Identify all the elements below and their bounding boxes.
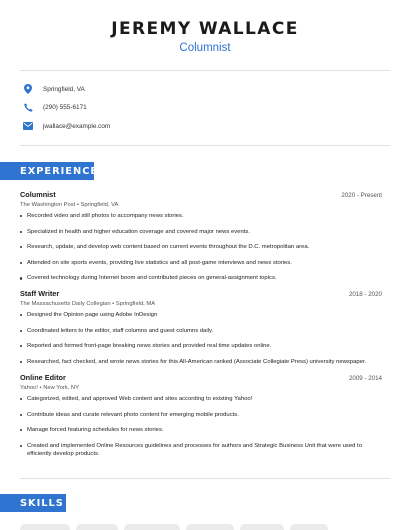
section-skills-header: [0, 494, 66, 512]
contact-list: [22, 80, 110, 136]
job-title: Columnist: [20, 190, 56, 199]
job-entry: [20, 373, 382, 466]
job-bullet: Created and implemented Online Resources guidelines and processes for authors and Strategic Business Unit that were used to efficiently develop products.: [20, 442, 382, 458]
job-bullet: Attended on site sports events, providing live statistics and all post-game interviews and news stories.: [20, 259, 382, 267]
map-pin-icon: [22, 83, 34, 95]
contact-email-text[interactable]: jwallace@example.com: [43, 122, 111, 130]
skill-pill: [290, 524, 328, 530]
contact-phone: [22, 99, 110, 117]
phone-icon: [22, 102, 34, 114]
contact-divider: [20, 145, 390, 146]
contact-location-text: Springfield, VA: [43, 85, 85, 93]
job-dates: 2020 - Present: [341, 192, 382, 199]
job-bullets: [20, 212, 382, 283]
job-company: The Massachusetts Daily Collegian • Springfield, MA: [20, 301, 156, 307]
candidate-title: Columnist: [179, 42, 231, 54]
skills-list: [20, 524, 328, 530]
job-company: Yahoo! • New York, NY: [20, 385, 79, 391]
skill-pill: [124, 524, 180, 530]
job-company: The Washington Post • Springfield, VA: [20, 202, 119, 208]
section-experience-header: [0, 162, 99, 180]
section-skills-title: SKILLS: [20, 497, 64, 509]
contact-email: [22, 117, 110, 135]
job-bullets: [20, 311, 382, 366]
section-experience-title: EXPERIENCE: [20, 165, 99, 177]
job-dates: 2018 - 2020: [348, 291, 382, 298]
job-bullet: Manage forced featuring schedules for news stories.: [20, 426, 382, 434]
candidate-name: JEREMY WALLACE: [111, 19, 299, 39]
skill-pill: [20, 524, 70, 530]
skill-pill: [240, 524, 284, 530]
job-bullet: Specialized in health and higher education coverage and covered major news events.: [20, 228, 382, 236]
header-divider: [20, 70, 390, 71]
job-bullet: Researched, fact checked, and wrote news stories for this All-American ranked (Associate Collegiate Press) university newspaper.: [20, 358, 382, 366]
envelope-icon: [22, 120, 34, 132]
job-bullets: [20, 395, 382, 458]
contact-location: [22, 80, 110, 98]
job-entry: [20, 190, 382, 290]
job-title: Staff Writer: [20, 289, 60, 298]
job-bullet: Categorized, edited, and approved Web content and sites according to existing Yahoo!: [20, 395, 382, 403]
skill-pill: [76, 524, 118, 530]
job-dates: 2009 - 2014: [348, 375, 382, 382]
job-bullet: Contribute ideas and curate relevant photo content for emerging mobile products.: [20, 411, 382, 419]
job-bullet: Reported and formed front-page breaking news stories and provided real time updates online.: [20, 342, 382, 350]
contact-phone-text: (290) 555-6171: [43, 104, 87, 111]
job-bullet: Recorded video and still photos to accompany news stories.: [20, 212, 382, 220]
job-title: Online Editor: [20, 373, 66, 382]
job-bullet: Covered technology during Internet boom and contributed pieces on general-assignment topics.: [20, 274, 382, 282]
job-bullet: Coordinated letters to the editor, staff columns and guest columns daily.: [20, 327, 382, 335]
job-entry: [20, 289, 382, 373]
job-bullet: Designed the Opinion page using Adobe InDesign: [20, 311, 382, 319]
resume-header: [0, 0, 410, 54]
job-bullet: Research, update, and develop web content based on current events throughout the D.C. metropolitan area.: [20, 243, 382, 251]
experience-divider: [20, 478, 390, 479]
skill-pill: [186, 524, 234, 530]
